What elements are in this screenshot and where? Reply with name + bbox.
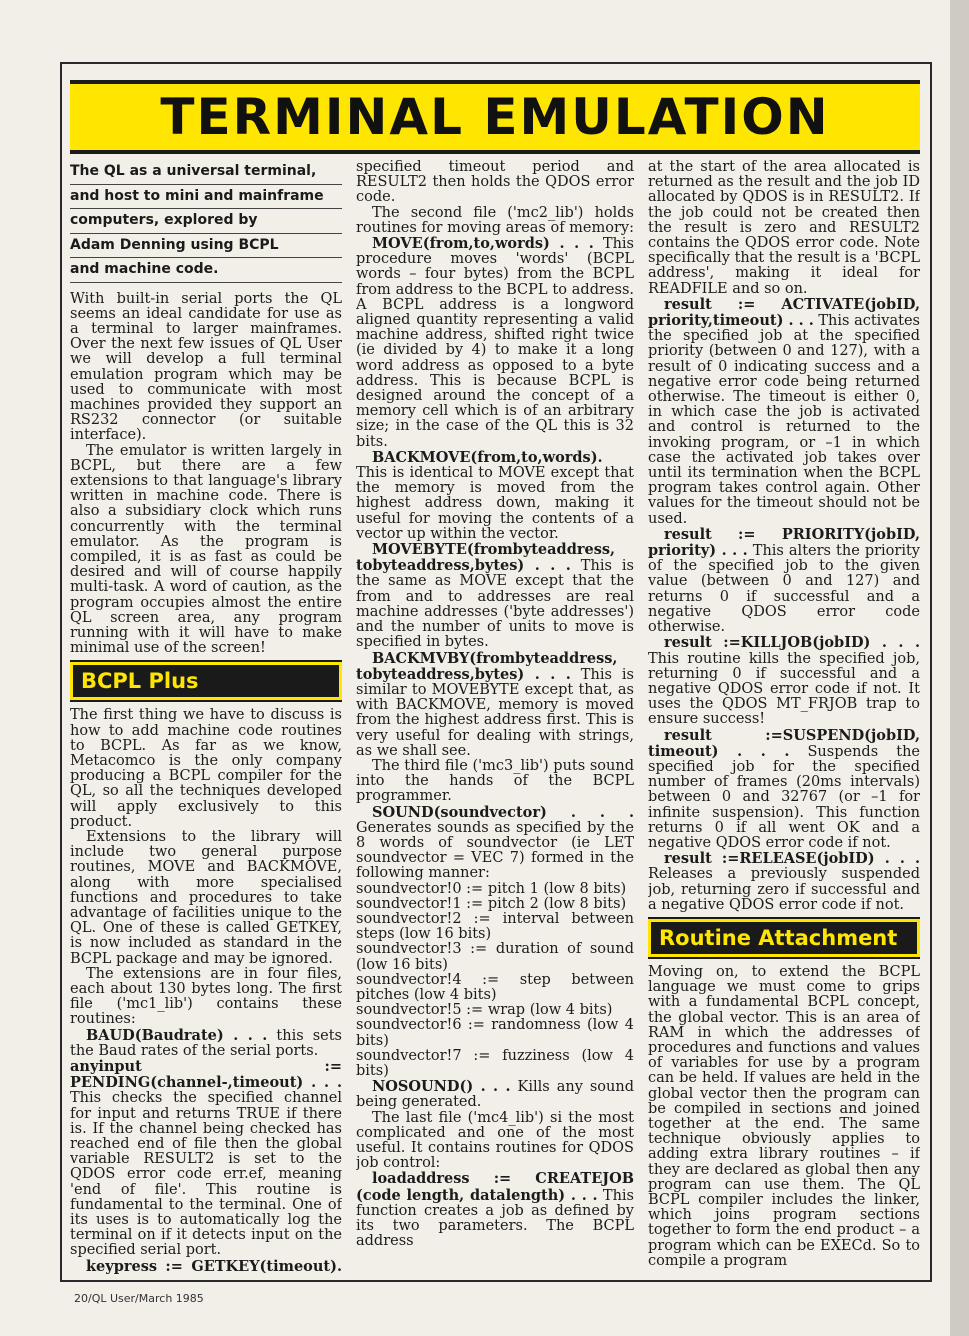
routine-text: This is identical to MOVE except that the memory is moved from the highest address down, making it useful for moving the contents of a vector up within the vector. [356,465,634,542]
section-heading [70,662,342,700]
routine-text: This checks the specified channel for input and returns TRUE if there is. If the channel being checked has reached end of file then the global variable RESULT2 is set to the QDOS error code err.ef, meaning 'end of file'. This routine is fundamental to the terminal. One of its uses is to automatically log the terminal on if it detects input on the specified serial port. [70,1090,342,1259]
page-edge [950,0,969,1336]
routine-name: result := PRIORITY(jobID, priority) . . . [648,525,920,560]
paragraph: Moving on, to extend the BCPL language we must come to grips with a fundamental BCPL concept, the global vector. This is an area of RAM in which the addresses of procedures and functions and values of variables for use by a program can be held. If values are held in the global vector then the program can be compiled in sections and joined together at the end. The same technique obviously applies to adding extra library routines – if they are declared as global then any program can use them. The QL BCPL compiler includes the linker, which joins program sections together to form the end product – a program which can be EXECd. So to compile a program [648,963,920,1269]
routine-entry [648,297,920,527]
routine-name: anyinput := PENDING(channel-,timeout) . . . [70,1058,342,1092]
routine-entry [356,1171,634,1249]
routine-entry [648,851,920,913]
routine-text: This function creates a job as defined by its two parameters. The BCPL address [356,1187,634,1250]
routine-text: Releases a previously suspended job, returning zero if successful and a negative QDOS error code if not. [648,866,920,913]
routine-name: result :=SUSPEND(jobID, timeout) . . . [648,726,920,760]
routine-text: This activates the specified job at the specified priority (between 0 and 127), with a result of 0 indicating success and a negative error code being returned otherwise. The timeout is either 0, in which case the job is activated and control is returned to the invoking program, or –1 in which case the activated job takes over until its termination when the BCPL program takes control again. Other values for the timeout should not be used. [648,313,920,527]
routine-entry [356,651,634,759]
paragraph: specified timeout period and RESULT2 then holds the QDOS error code. [356,160,634,206]
routine-entry [356,236,634,450]
section-heading [648,919,920,957]
column-2 [356,160,634,1274]
soundvector-item: soundvector!3 := duration of sound (low 16 bits) [356,941,634,973]
soundvector-item: soundvector!6 := randomness (low 4 bits) [356,1017,634,1049]
routine-name: BACKMOVE(from,to,words). [372,448,603,466]
paragraph: Extensions to the library will include two general purpose routines, MOVE and BACKMOVE, along with more specialised functions and procedures to take advantage of facilities unique to the QL. One of these is called GETKEY, is now included as standard in the BCPL package and may be ignored. [70,829,342,967]
routine-entry [70,1059,342,1259]
section-heading-text: Routine Attachment [659,925,898,950]
soundvector-item: soundvector!4 := step between pitches (low 4 bits) [356,971,634,1003]
routine-name: BAUD(Baudrate) . . . [86,1026,268,1044]
soundvector-item: soundvector!7 := fuzziness (low 4 bits) [356,1047,634,1079]
paragraph: The last file ('mc4_lib') si the most complicated and one of the most useful. It contains routines for QDOS job control: [356,1109,634,1172]
title-banner [70,80,920,154]
routine-name: result :=KILLJOB(jobID) . . . [664,634,920,652]
standfirst-line: and host to mini and mainframe [70,185,342,210]
soundvector-list [356,882,634,1080]
paragraph: The first thing we have to discuss is how to add machine code routines to BCPL. As far as we know, Metacomco is the only company producing a BCPL compiler for the QL, so all the techniques developed will apply exclusively to this product. [70,707,342,830]
routine-text: This is the same as MOVE except that the from and to addresses are real machine addresses ('byte addresses') and the number of units to move is specified in bytes. [356,558,634,651]
routine-entry [648,527,920,635]
routine-name: loadaddress := CREATEJOB (code length, datalength) . . . [356,1170,634,1204]
soundvector-item: soundvector!2 := interval between steps (low 16 bits) [356,910,634,943]
paragraph: The emulator is written largely in BCPL, but there are a few extensions to that language's library written in machine code. There is also a subsidiary clock which runs concurrently with the terminal emulator. As the program is compiled, it is as fast as could be desired and will of course happily multi-task. A word of caution, as the program occupies almost the entire QL screen area, any program running with it will have to make minimal use of the screen! [70,442,342,657]
standfirst-line: Adam Denning using BCPL [70,234,342,259]
routine-name: keypress := GETKEY(timeout). [86,1257,342,1274]
section-heading-text: BCPL Plus [81,669,199,694]
routine-text: Suspends the specified job for the specified number of frames (20ms intervals) between 0 and 32767 (or –1 for infinite suspension). This function returns 0 if all went OK and a negative QDOS error code if not. [648,743,920,851]
routine-entry [356,805,634,882]
routine-text: This procedure moves 'words' (BCPL words – four bytes) from the BCPL from address to the BCPL to address. A BCPL address is a longword aligned quantity representing a valid machine address, shifted right twice (ie divided by 4) to make it a long word address as opposed to a byte address. This is because BCPL is designed around the concept of a memory cell which is of an arbitrary size; in the case of the QL this is 32 bits. [356,236,634,450]
routine-name: result := ACTIVATE(jobID, priority,timeout) . . . [648,295,920,330]
column-1 [70,160,342,1274]
routine-text: Kills any sound being generated. [356,1079,634,1111]
routine-entry [356,450,634,542]
column-3 [648,160,920,1274]
paragraph: With built-in serial ports the QL seems an ideal candidate for use as a terminal to larger mainframes. Over the next few issues of QL User we will develop a full terminal emulation program which may be used to communicate with most machines provided they support an RS232 connector (or suitable interface). [70,290,342,444]
standfirst-line: computers, explored by [70,209,342,234]
routine-text: This routine kills the specified job, returning 0 if successful and a negative QDOS error code if not. It uses the QDOS MT_FRJOB trap to ensure success! [648,650,920,728]
routine-entry [70,1028,342,1059]
paragraph: The extensions are in four files, each about 130 bytes long. The first file ('mc1_lib') contains these routines: [70,965,342,1028]
routine-text: This alters the priority of the specified job to the given value (between 0 and 127) and returns 0 if successful and a negative QDOS error code otherwise. [648,543,920,636]
routine-name: NOSOUND() . . . [372,1078,511,1096]
paragraph: The second file ('mc2_lib') holds routines for moving areas of memory: [356,204,634,236]
routine-name: result :=RELEASE(jobID) . . . [664,850,920,868]
routine-text: this sets the Baud rates of the serial ports. [70,1027,342,1059]
page-footer: 20/QL User/March 1985 [74,1292,204,1305]
routine-text: This is similar to MOVEBYTE except that, as with BACKMOVE, memory is moved from the highest address first. This is very useful for dealing with strings, as we shall see. [356,666,634,759]
soundvector-item: soundvector!1 := pitch 2 (low 8 bits) [356,895,627,912]
routine-entry [70,1259,342,1274]
paragraph: The third file ('mc3_lib') puts sound into the hands of the BCPL programmer. [356,757,634,805]
routine-entry [356,1079,634,1110]
soundvector-item: soundvector!5 := wrap (low 4 bits) [356,1002,613,1019]
routine-name: MOVE(from,to,words) . . . [372,235,594,253]
routine-name: MOVEBYTE(frombyteaddress, tobyteaddress,bytes) . . . [356,541,616,575]
standfirst-line: The QL as a universal terminal, [70,160,342,185]
routine-name: BACKMVBY(frombyteaddress, tobyteaddress,bytes) . . . [356,649,618,683]
routine-entry [648,728,920,852]
routine-entry [648,635,920,727]
article-title: TERMINAL EMULATION [160,88,830,146]
standfirst-line: and machine code. [70,258,342,283]
paragraph: at the start of the area allocated is returned as the result and the job ID allocated by QDOS is in RESULT2. If the job could not be created then the result is zero and RESULT2 contains the QDOS error code. Note specifically that the result is a 'BCPL address', making it ideal for READFILE and so on. [648,160,920,297]
routine-entry [356,542,634,650]
routine-name: SOUND(soundvector) . . . [372,803,634,821]
routine-text: Generates sounds as specified by the 8 words of soundvector (ie LET soundvector = VEC 7) formed in the following manner: [356,819,634,882]
soundvector-item: soundvector!0 := pitch 1 (low 8 bits) [356,880,627,897]
standfirst [70,160,342,283]
